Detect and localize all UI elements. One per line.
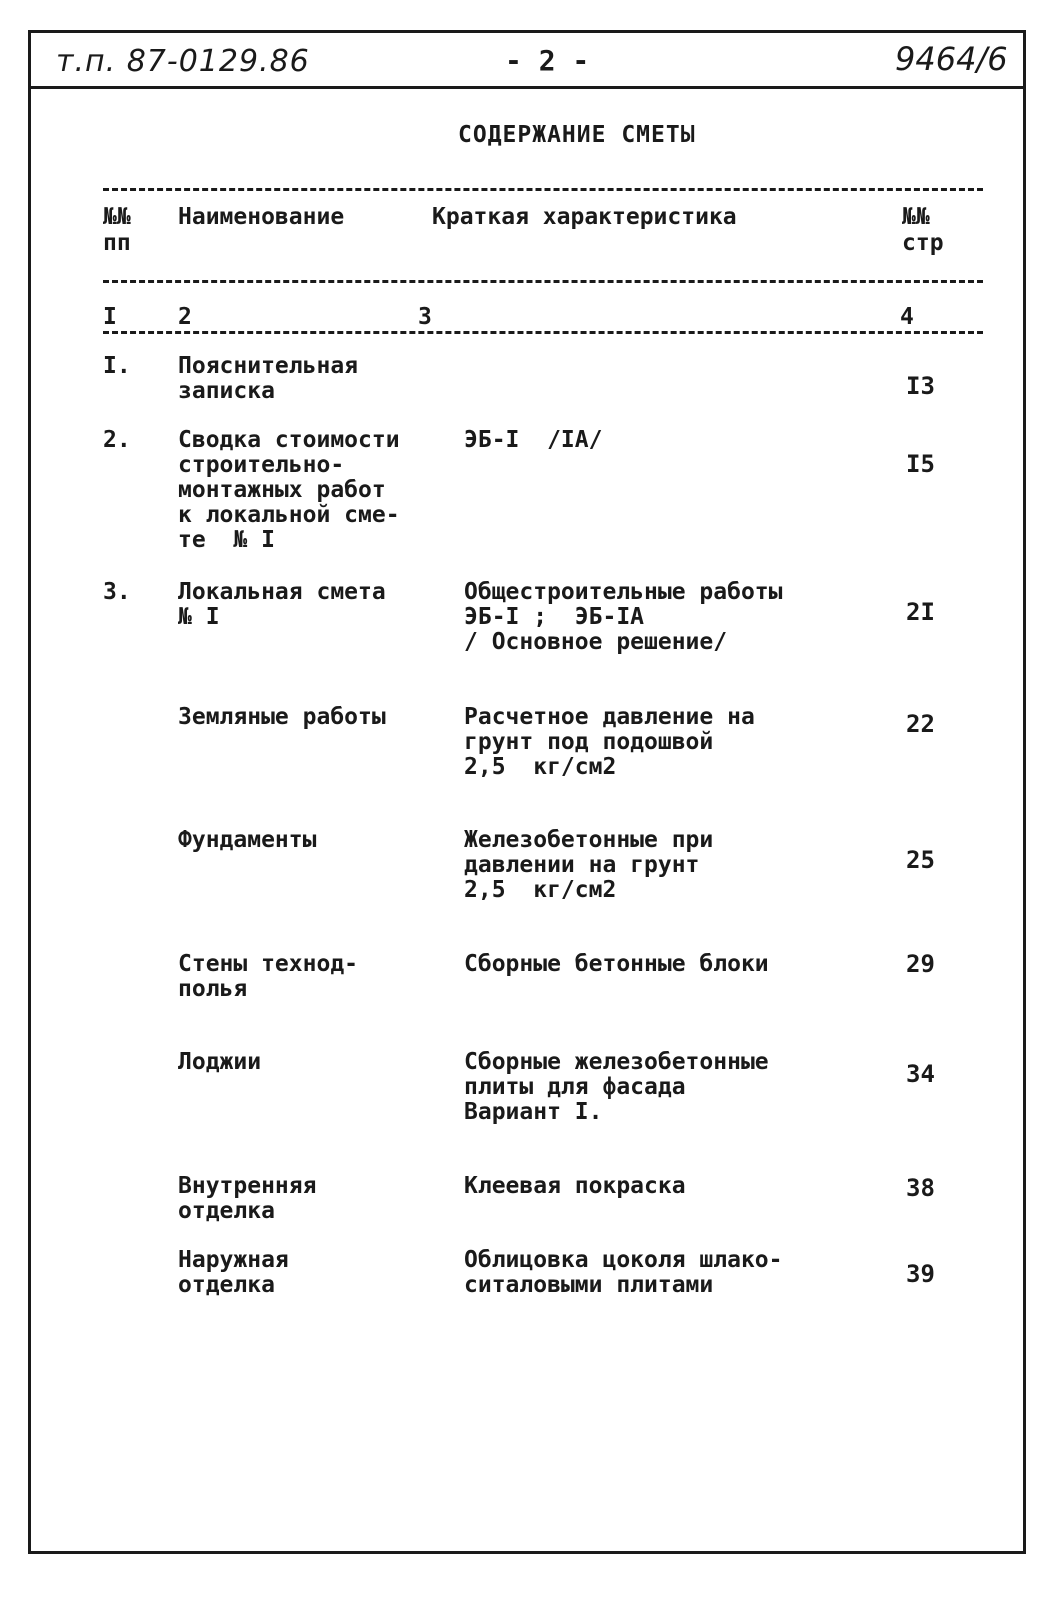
row-8-name: Внутренняя отделка [178,1173,317,1224]
row-5-name: Фундаменты [178,827,317,853]
header-bottom-rule [103,280,983,283]
column-header-name: Наименование [178,204,345,230]
column-header-page: №№ стр [902,204,944,256]
row-7-page: 34 [906,1060,935,1088]
row-5-desc: Железобетонные при давлении на грунт 2,5 кг/см2 [464,827,714,903]
row-9-name: Наружная отделка [178,1247,289,1298]
column-number-3: 3 [418,304,432,330]
row-6-page: 29 [906,950,935,978]
row-3-page: 2I [906,598,935,626]
row-9-desc: Облицовка цоколя шлако- ситаловыми плитами [464,1247,783,1298]
row-9-page: 39 [906,1260,935,1288]
sheet-number: 9464/6 [895,40,1008,78]
column-number-4: 4 [900,304,914,330]
row-7-desc: Сборные железобетонные плиты для фасада Вариант I. [464,1049,769,1125]
table-top-rule [103,188,983,191]
row-6-desc: Сборные бетонные блоки [464,951,769,977]
row-8-page: 38 [906,1174,935,1202]
row-4-name: Земляные работы [178,704,386,730]
row-2-page: I5 [906,450,935,478]
row-4-page: 22 [906,710,935,738]
row-5-page: 25 [906,846,935,874]
column-numbers-rule [103,331,983,334]
header-divider [28,86,1026,89]
row-2-num: 2. [103,427,131,453]
page-number: - 2 - [505,44,590,77]
row-1-page: I3 [906,372,935,400]
column-number-1: I [103,304,117,330]
row-3-desc: Общестроительные работы ЭБ-I ; ЭБ-IA / Основное решение/ [464,579,783,655]
page-frame [28,30,1026,1554]
page-title: СОДЕРЖАНИЕ СМЕТЫ [458,122,696,148]
row-3-num: 3. [103,579,131,605]
document-code: т.п. 87-0129.86 [56,44,310,79]
row-7-name: Лоджии [178,1049,262,1075]
row-4-desc: Расчетное давление на грунт под подошвой 2,5 кг/см2 [464,704,755,780]
row-1-name: Пояснительная записка [178,353,359,404]
column-header-desc: Краткая характеристика [432,204,737,230]
row-1-num: I. [103,353,131,379]
row-8-desc: Клеевая покраска [464,1173,686,1199]
row-2-desc: ЭБ-I /IA/ [464,427,603,453]
column-header-num: №№ пп [103,204,131,256]
row-6-name: Стены технод- полья [178,951,359,1002]
row-2-name: Сводка стоимости строительно- монтажных работ к локальной сме- те № I [178,427,400,553]
row-3-name: Локальная смета № I [178,579,386,630]
column-number-2: 2 [178,304,192,330]
